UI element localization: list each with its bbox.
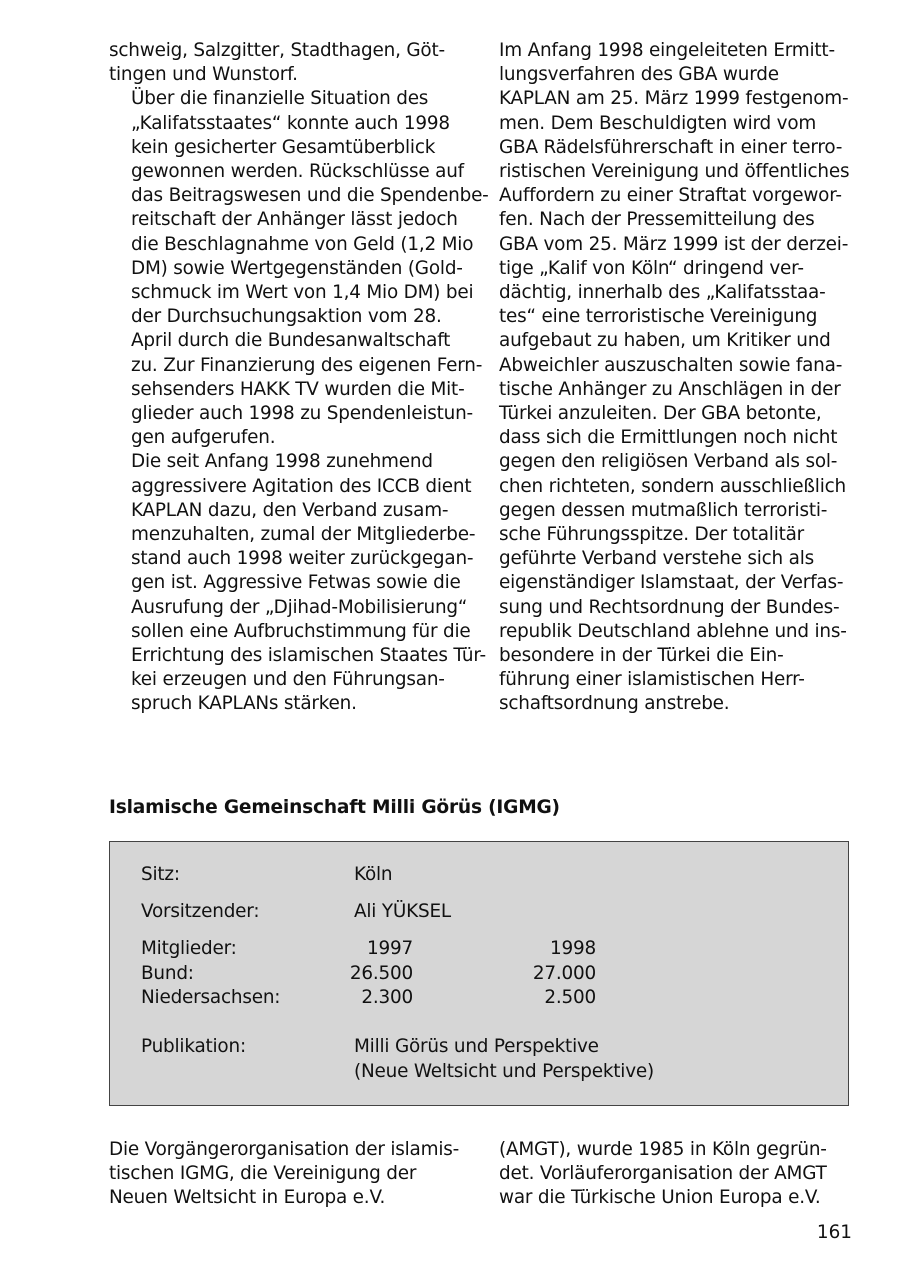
federal-1997-value: 26.500 xyxy=(349,962,413,984)
left-paragraph-1 xyxy=(109,39,471,87)
right-paragraph-1 xyxy=(499,39,861,717)
federal-label: Bund: xyxy=(141,962,194,984)
left-text-column xyxy=(109,39,489,717)
year-1998-header: 1998 xyxy=(549,938,596,959)
lower-saxony-label: Niedersachsen: xyxy=(141,987,281,1008)
text-line: GBA vom 25. März 1999 ist der derzei- xyxy=(499,233,849,255)
text-line: Im Anfang 1998 eingeleiteten Ermitt- xyxy=(499,40,835,61)
section-title: Islamische Gemeinschaft Milli Görüs (IGMG) xyxy=(109,797,560,818)
publication-label: Publikation: xyxy=(141,1036,246,1057)
chairman-label: Vorsitzender: xyxy=(141,901,260,922)
text-line: gegen den religiösen Verband als sol- xyxy=(499,451,838,473)
text-line: Über die finanzielle Situation des xyxy=(131,88,429,110)
organization-info-box xyxy=(109,841,849,1106)
text-line: tes“ eine terroristische Vereinigung xyxy=(499,306,818,328)
text-line: spruch KAPLANs stärken. xyxy=(131,693,357,715)
text-line: reitschaft der Anhänger lässt jedoch xyxy=(131,209,458,231)
text-line: det. Vorläuferorganisation der AMGT xyxy=(499,1163,827,1185)
text-line: kein gesicherter Gesamtüberblick xyxy=(131,136,436,158)
text-line: sung und Rechtsordnung der Bundes- xyxy=(499,596,840,618)
text-line: Ausrufung der „Djihad-Mobilisierung“ xyxy=(131,596,468,618)
text-line: gewonnen werden. Rückschlüsse auf xyxy=(131,161,464,183)
text-line: fen. Nach der Pressemitteilung des xyxy=(499,209,815,231)
text-line: tige „Kalif von Köln“ dringend ver- xyxy=(499,257,804,279)
text-line: menzuhalten, zumal der Mitgliederbe- xyxy=(131,524,476,546)
text-line: GBA Rädelsführerschaft in einer terro- xyxy=(499,136,843,158)
left-paragraph-3 xyxy=(109,450,486,716)
seat-value: Köln xyxy=(354,864,393,885)
text-line: das Beitragswesen und die Spendenbe- xyxy=(131,185,489,207)
text-line: besondere in der Türkei die Ein- xyxy=(499,645,784,667)
text-line: Türkei anzuleiten. Der GBA betonte, xyxy=(499,403,822,425)
text-line: lungsverfahren des GBA wurde xyxy=(499,64,779,86)
text-line: sollen eine Aufbruchstimmung für die xyxy=(131,620,471,642)
text-line: Die Vorgängerorganisation der islamis- xyxy=(109,1139,460,1160)
text-line: tische Anhänger zu Anschlägen in der xyxy=(499,378,841,400)
text-line: tingen und Wunstorf. xyxy=(109,64,298,86)
text-line: stand auch 1998 weiter zurückgegan- xyxy=(131,548,474,570)
text-line: dächtig, innerhalb des „Kalifatsstaa- xyxy=(499,282,826,304)
text-line: republik Deutschland ablehne und ins- xyxy=(499,620,847,642)
text-line: sehsenders HAKK TV wurden die Mit- xyxy=(131,378,465,400)
text-line: Neuen Weltsicht in Europa e.V. xyxy=(109,1187,386,1209)
text-line: die Beschlagnahme von Geld (1,2 Mio xyxy=(131,233,474,255)
text-line: kei erzeugen und den Führungsan- xyxy=(131,669,445,691)
right-text-column xyxy=(499,39,861,717)
text-line: men. Dem Beschuldigten wird vom xyxy=(499,112,817,134)
bottom-right-column xyxy=(499,1138,861,1211)
text-line: KAPLAN dazu, den Verband zusam- xyxy=(131,499,449,521)
lower-saxony-1998-value: 2.500 xyxy=(544,987,596,1008)
text-line: gen aufgerufen. xyxy=(131,427,276,449)
text-line: gegen dessen mutmaßlich terroristi- xyxy=(499,499,828,521)
text-line: ristischen Vereinigung und öffentliches xyxy=(499,161,850,183)
text-line: aggressivere Agitation des ICCB dient xyxy=(131,475,472,497)
chairman-value: Ali YÜKSEL xyxy=(354,901,451,922)
text-line: KAPLAN am 25. März 1999 festgenom- xyxy=(499,88,849,110)
text-line: tischen IGMG, die Vereinigung der xyxy=(109,1163,417,1185)
federal-1998-value: 27.000 xyxy=(532,962,596,984)
page-number: 161 xyxy=(816,1222,852,1243)
bottom-left-paragraph xyxy=(109,1138,471,1211)
text-line: Errichtung des islamischen Staates Tür- xyxy=(131,645,486,667)
text-line: DM) sowie Wertgegenständen (Gold- xyxy=(131,257,463,279)
text-line: schaftsordnung anstrebe. xyxy=(499,693,730,715)
text-line: schmuck im Wert von 1,4 Mio DM) bei xyxy=(131,282,474,304)
left-paragraph-2 xyxy=(109,87,489,450)
text-line: aufgebaut zu haben, um Kritiker und xyxy=(499,330,831,352)
seat-label: Sitz: xyxy=(141,864,180,885)
text-line: geführte Verband verstehe sich als xyxy=(499,548,814,570)
publication-translation: (Neue Weltsicht und Perspektive) xyxy=(354,1060,654,1082)
text-line: sche Führungsspitze. Der totalitär xyxy=(499,524,805,546)
publication-title: Milli Görüs und Perspektive xyxy=(354,1036,599,1057)
text-line: Auffordern zu einer Straftat vorgewor- xyxy=(499,185,842,207)
text-line: chen richteten, sondern ausschließlich xyxy=(499,475,846,497)
text-line: glieder auch 1998 zu Spendenleistun- xyxy=(131,403,473,425)
text-line: Abweichler auszuschalten sowie fana- xyxy=(499,354,843,376)
text-line: gen ist. Aggressive Fetwas sowie die xyxy=(131,572,461,594)
text-line: führung einer islamistischen Herr- xyxy=(499,669,805,691)
text-line: (AMGT), wurde 1985 in Köln gegrün- xyxy=(499,1139,827,1160)
text-line: schweig, Salzgitter, Stadthagen, Göt- xyxy=(109,40,445,61)
text-line: April durch die Bundesanwaltschaft xyxy=(131,330,451,352)
text-line: der Durchsuchungsaktion vom 28. xyxy=(131,306,442,328)
text-line: „Kalifatsstaates“ konnte auch 1998 xyxy=(131,112,450,134)
text-line: war die Türkische Union Europa e.V. xyxy=(499,1187,821,1209)
text-line: Die seit Anfang 1998 zunehmend xyxy=(131,451,433,473)
text-line: zu. Zur Finanzierung des eigenen Fern- xyxy=(131,354,483,376)
lower-saxony-1997-value: 2.300 xyxy=(361,987,413,1008)
year-1997-header: 1997 xyxy=(366,938,413,959)
text-line: eigenständiger Islamstaat, der Verfas- xyxy=(499,572,844,594)
bottom-left-column xyxy=(109,1138,471,1211)
members-label: Mitglieder: xyxy=(141,938,237,959)
bottom-right-paragraph xyxy=(499,1138,861,1211)
text-line: dass sich die Ermittlungen noch nicht xyxy=(499,427,838,449)
